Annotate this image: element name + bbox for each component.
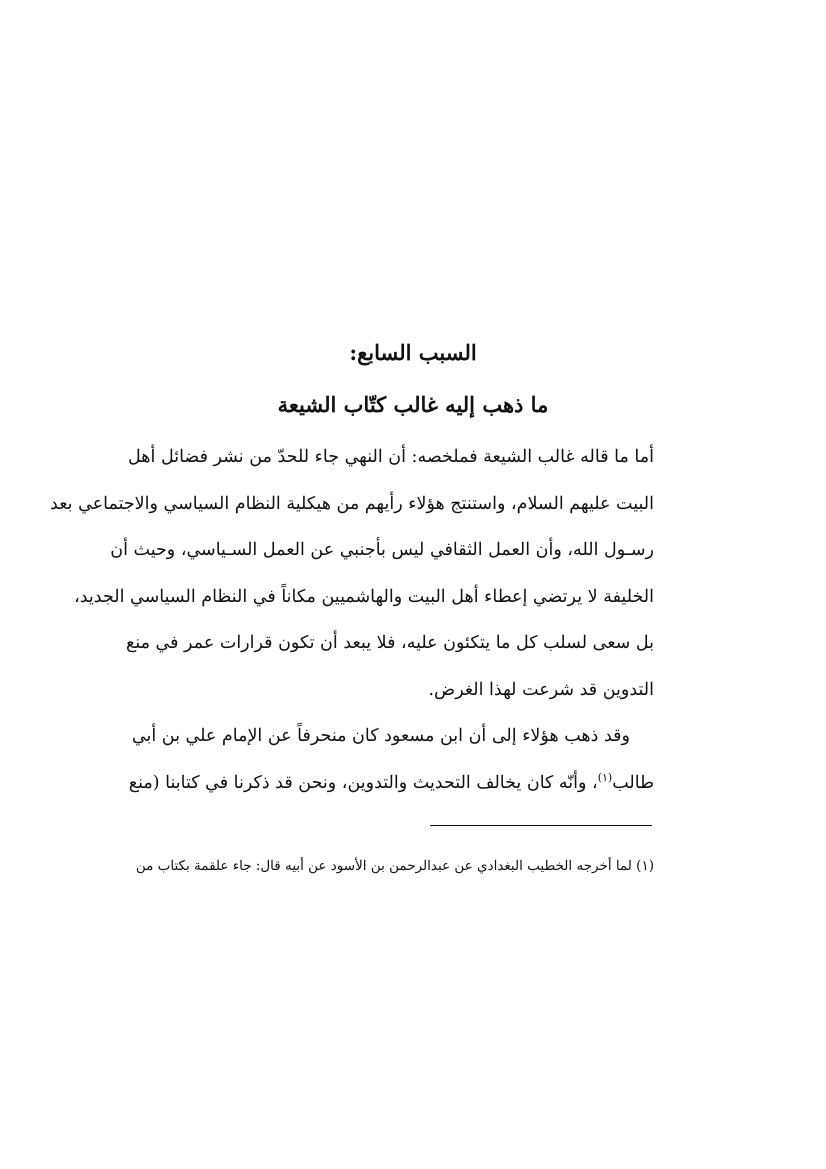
paragraph-1-line-3: رسـول الله، وأن العمل الثقافي ليس بأجنبي عن العمل السـياسي، وحيث أن <box>110 540 654 560</box>
footnote-reference[interactable]: (١) <box>597 770 613 784</box>
footnote-1: (١) لما أخرجه الخطيب البغدادي عن عبدالرحمن بن الأسود عن أبيه قال: جاء علقمة بكتاب من <box>135 857 654 874</box>
main-text <box>50 434 654 806</box>
paragraph-2-line-1: وقد ذهب هؤلاء إلى أن ابن مسعود كان منحرفاً عن الإمام علي بن أبي <box>131 726 630 746</box>
paragraph-2-line-2-rest: ، وأنّه كان يخالف التحديث والتدوين، ونحن قد ذكرنا في كتابنا (منع <box>128 772 598 793</box>
paragraph-1-line-6: التدوين قد شرعت لهذا الغرض. <box>428 679 654 700</box>
section-subtitle: ما ذهب إليه غالب كتّاب الشيعة <box>277 392 549 417</box>
paragraph-1-line-4: الخليفة لا يرتضي إعطاء أهل البيت والهاشميين مكاناً في النظام السياسي الجديد، <box>74 586 654 607</box>
paragraph-1-line-2: البيت عليهم السلام، واستنتج هؤلاء رأيهم من هيكلية النظام السياسي والاجتماعي بعد <box>50 493 654 514</box>
paragraph-2-line-2 <box>128 760 654 807</box>
footnote-separator <box>430 825 652 826</box>
section-heading: السبب السابع: <box>349 340 477 365</box>
paragraph-1-line-1: أما ما قاله غالب الشيعة فملخصه: أن النهي جاء للحدّ من نشر فضائل أهل <box>128 447 654 467</box>
paragraph-2-line-2-start: طالب <box>612 772 654 793</box>
paragraph-1-line-5: بل سعى لسلب كل ما يتكئون عليه، فلا يبعد أن تكون قرارات عمر في منع <box>126 633 654 653</box>
